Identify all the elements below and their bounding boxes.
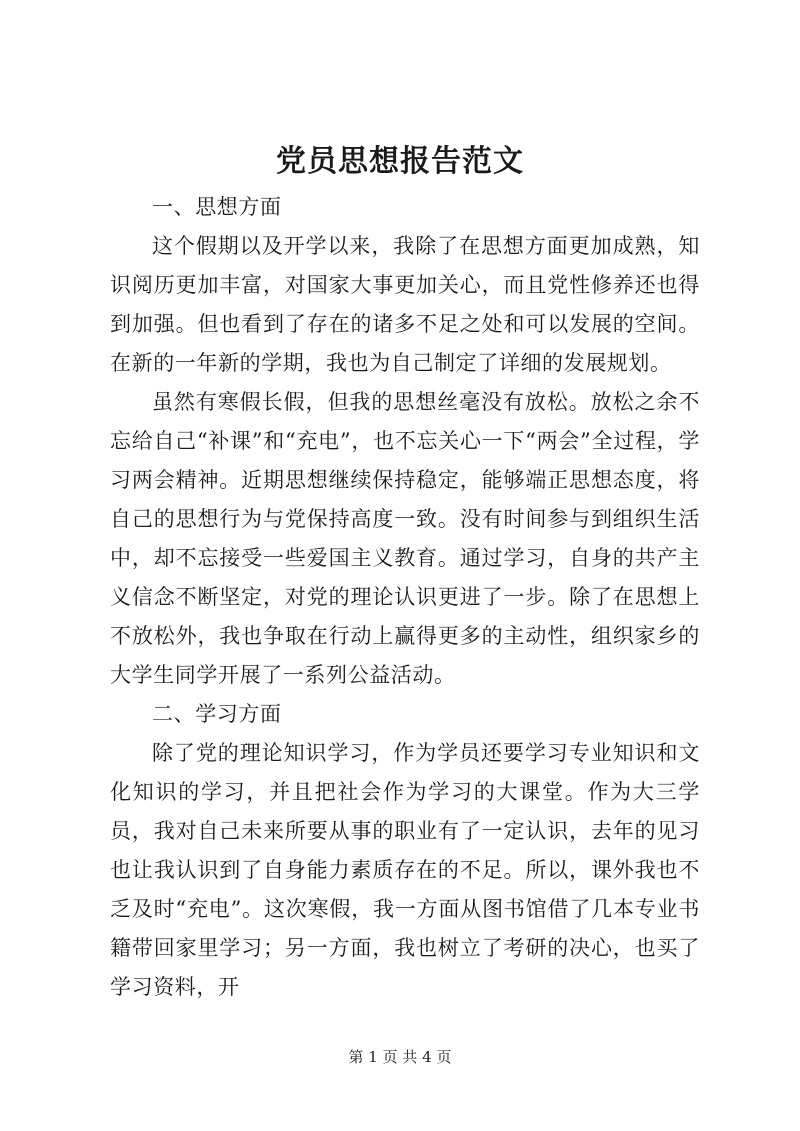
section-heading-thought: 一、思想方面 — [152, 195, 282, 219]
document-body — [110, 188, 700, 1007]
paragraph-thought-1: 这个假期以及开学以来，我除了在思想方面更加成熟，知识阅历更加丰富，对国家大事更加关心，而且党性修养还也得到加强。但也看到了存在的诸多不足之处和可以发展的空间。在新的一年新的学期，我也为自己制定了详细的发展规划。 — [110, 234, 700, 375]
paragraph-thought-2: 虽然有寒假长假，但我的思想丝毫没有放松。放松之余不忘给自己“补课”和“充电”，也不忘关心一下“两会”全过程，学习两会精神。近期思想继续保持稳定，能够端正思想态度，将自己的思想行为与党保持高度一致。没有时间参与到组织生活中，却不忘接受一些爱国主义教育。通过学习，自身的共产主义信念不断坚定，对党的理论认识更进了一步。除了在思想上不放松外，我也争取在行动上赢得更多的主动性，组织家乡的大学生同学开展了一系列公益活动。 — [110, 390, 700, 687]
page-number-footer: 第 1 页 共 4 页 — [348, 1048, 452, 1066]
section-heading-study: 二、学习方面 — [152, 702, 282, 726]
document-title: 党员思想报告范文 — [276, 144, 524, 179]
paragraph-study-1: 除了党的理论知识学习，作为学员还要学习专业知识和文化知识的学习，并且把社会作为学习的大课堂。作为大三学员，我对自己未来所要从事的职业有了一定认识，去年的见习也让我认识到了自身能力素质存在的不足。所以，课外我也不乏及时“充电”。这次寒假，我一方面从图书馆借了几本专业书籍带回家里学习；另一方面，我也树立了考研的决心，也买了学习资料，开 — [110, 741, 700, 999]
